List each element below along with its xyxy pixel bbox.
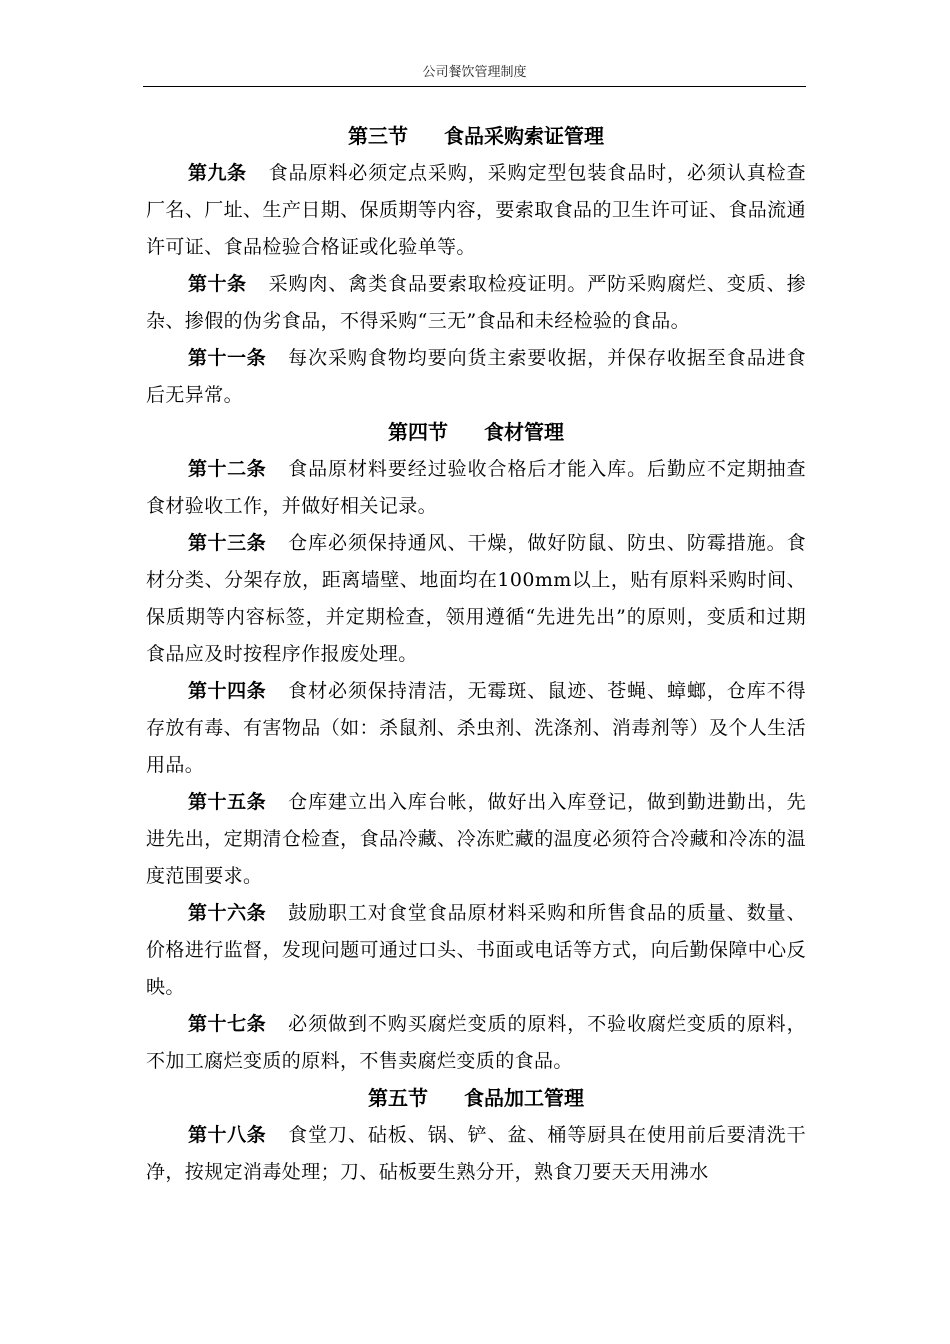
article-label: 第十七条 [188,1013,267,1035]
article-label: 第十五条 [188,791,267,813]
article-paragraph [146,155,806,266]
article-text: 食材必须保持清洁，无霉斑、鼠迹、苍蝇、蟑螂，仓库不得存放有毒、有害物品（如：杀鼠剂、杀虫剂、洗涤剂、消毒剂等）及个人生活用品。 [146,680,806,776]
article-label: 第十二条 [188,458,267,480]
article-label: 第十一条 [188,347,267,369]
article-paragraph [146,1006,806,1080]
article-paragraph [146,784,806,895]
article-text: 仓库建立出入库台帐，做好出入库登记，做到勤进勤出，先进先出，定期清仓检查，食品冷藏、冷冻贮藏的温度必须符合冷藏和冷冻的温度范围要求。 [146,791,806,887]
article-paragraph [146,266,806,340]
article-paragraph [146,895,806,1006]
section-name: 食品加工管理 [464,1086,584,1110]
article-label: 第十八条 [188,1124,267,1146]
section-number: 第四节 [388,420,448,444]
article-label: 第十条 [188,273,247,295]
article-label: 第十四条 [188,680,267,702]
article-text: 采购肉、禽类食品要索取检疫证明。严防采购腐烂、变质、掺杂、掺假的伪劣食品，不得采购“三无”食品和未经检验的食品。 [146,273,806,332]
section-name: 食材管理 [484,420,564,444]
article-text: 食品原料必须定点采购，采购定型包装食品时，必须认真检查厂名、厂址、生产日期、保质期等内容，要索取食品的卫生许可证、食品流通许可证、食品检验合格证或化验单等。 [146,162,806,258]
article-text: 每次采购食物均要向货主索要收据，并保存收据至食品进食后无异常。 [146,347,806,406]
section-number: 第五节 [368,1086,428,1110]
article-text: 食品原材料要经过验收合格后才能入库。后勤应不定期抽查食材验收工作，并做好相关记录。 [146,458,806,517]
article-label: 第九条 [188,162,247,184]
article-label: 第十三条 [188,532,267,554]
article-paragraph [146,525,806,673]
article-paragraph [146,673,806,784]
article-paragraph [146,340,806,414]
article-text: 食堂刀、砧板、锅、铲、盆、桶等厨具在使用前后要清洗干净，按规定消毒处理；刀、砧板要生熟分开，熟食刀要天天用沸水 [146,1124,806,1183]
section-heading-5 [146,1080,806,1117]
page-header [143,62,806,87]
section-number: 第三节 [348,124,408,148]
document-body [146,118,806,1191]
header-title: 公司餐饮管理制度 [422,65,527,80]
article-text: 必须做到不购买腐烂变质的原料，不验收腐烂变质的原料，不加工腐烂变质的原料，不售卖腐烂变质的食品。 [146,1013,806,1072]
section-heading-4 [146,414,806,451]
article-text: 仓库必须保持通风、干燥，做好防鼠、防虫、防霉措施。食材分类、分架存放，距离墙壁、地面均在100mm以上，贴有原料采购时间、保质期等内容标签，并定期检查，领用遵循“先进先出”的原则，变质和过期食品应及时按程序作报废处理。 [146,532,806,665]
article-label: 第十六条 [188,902,267,924]
article-paragraph [146,1117,806,1191]
article-text: 鼓励职工对食堂食品原材料采购和所售食品的质量、数量、价格进行监督，发现问题可通过口头、书面或电话等方式，向后勤保障中心反映。 [146,902,806,998]
section-name: 食品采购索证管理 [444,124,604,148]
article-paragraph [146,451,806,525]
section-heading-3 [146,118,806,155]
